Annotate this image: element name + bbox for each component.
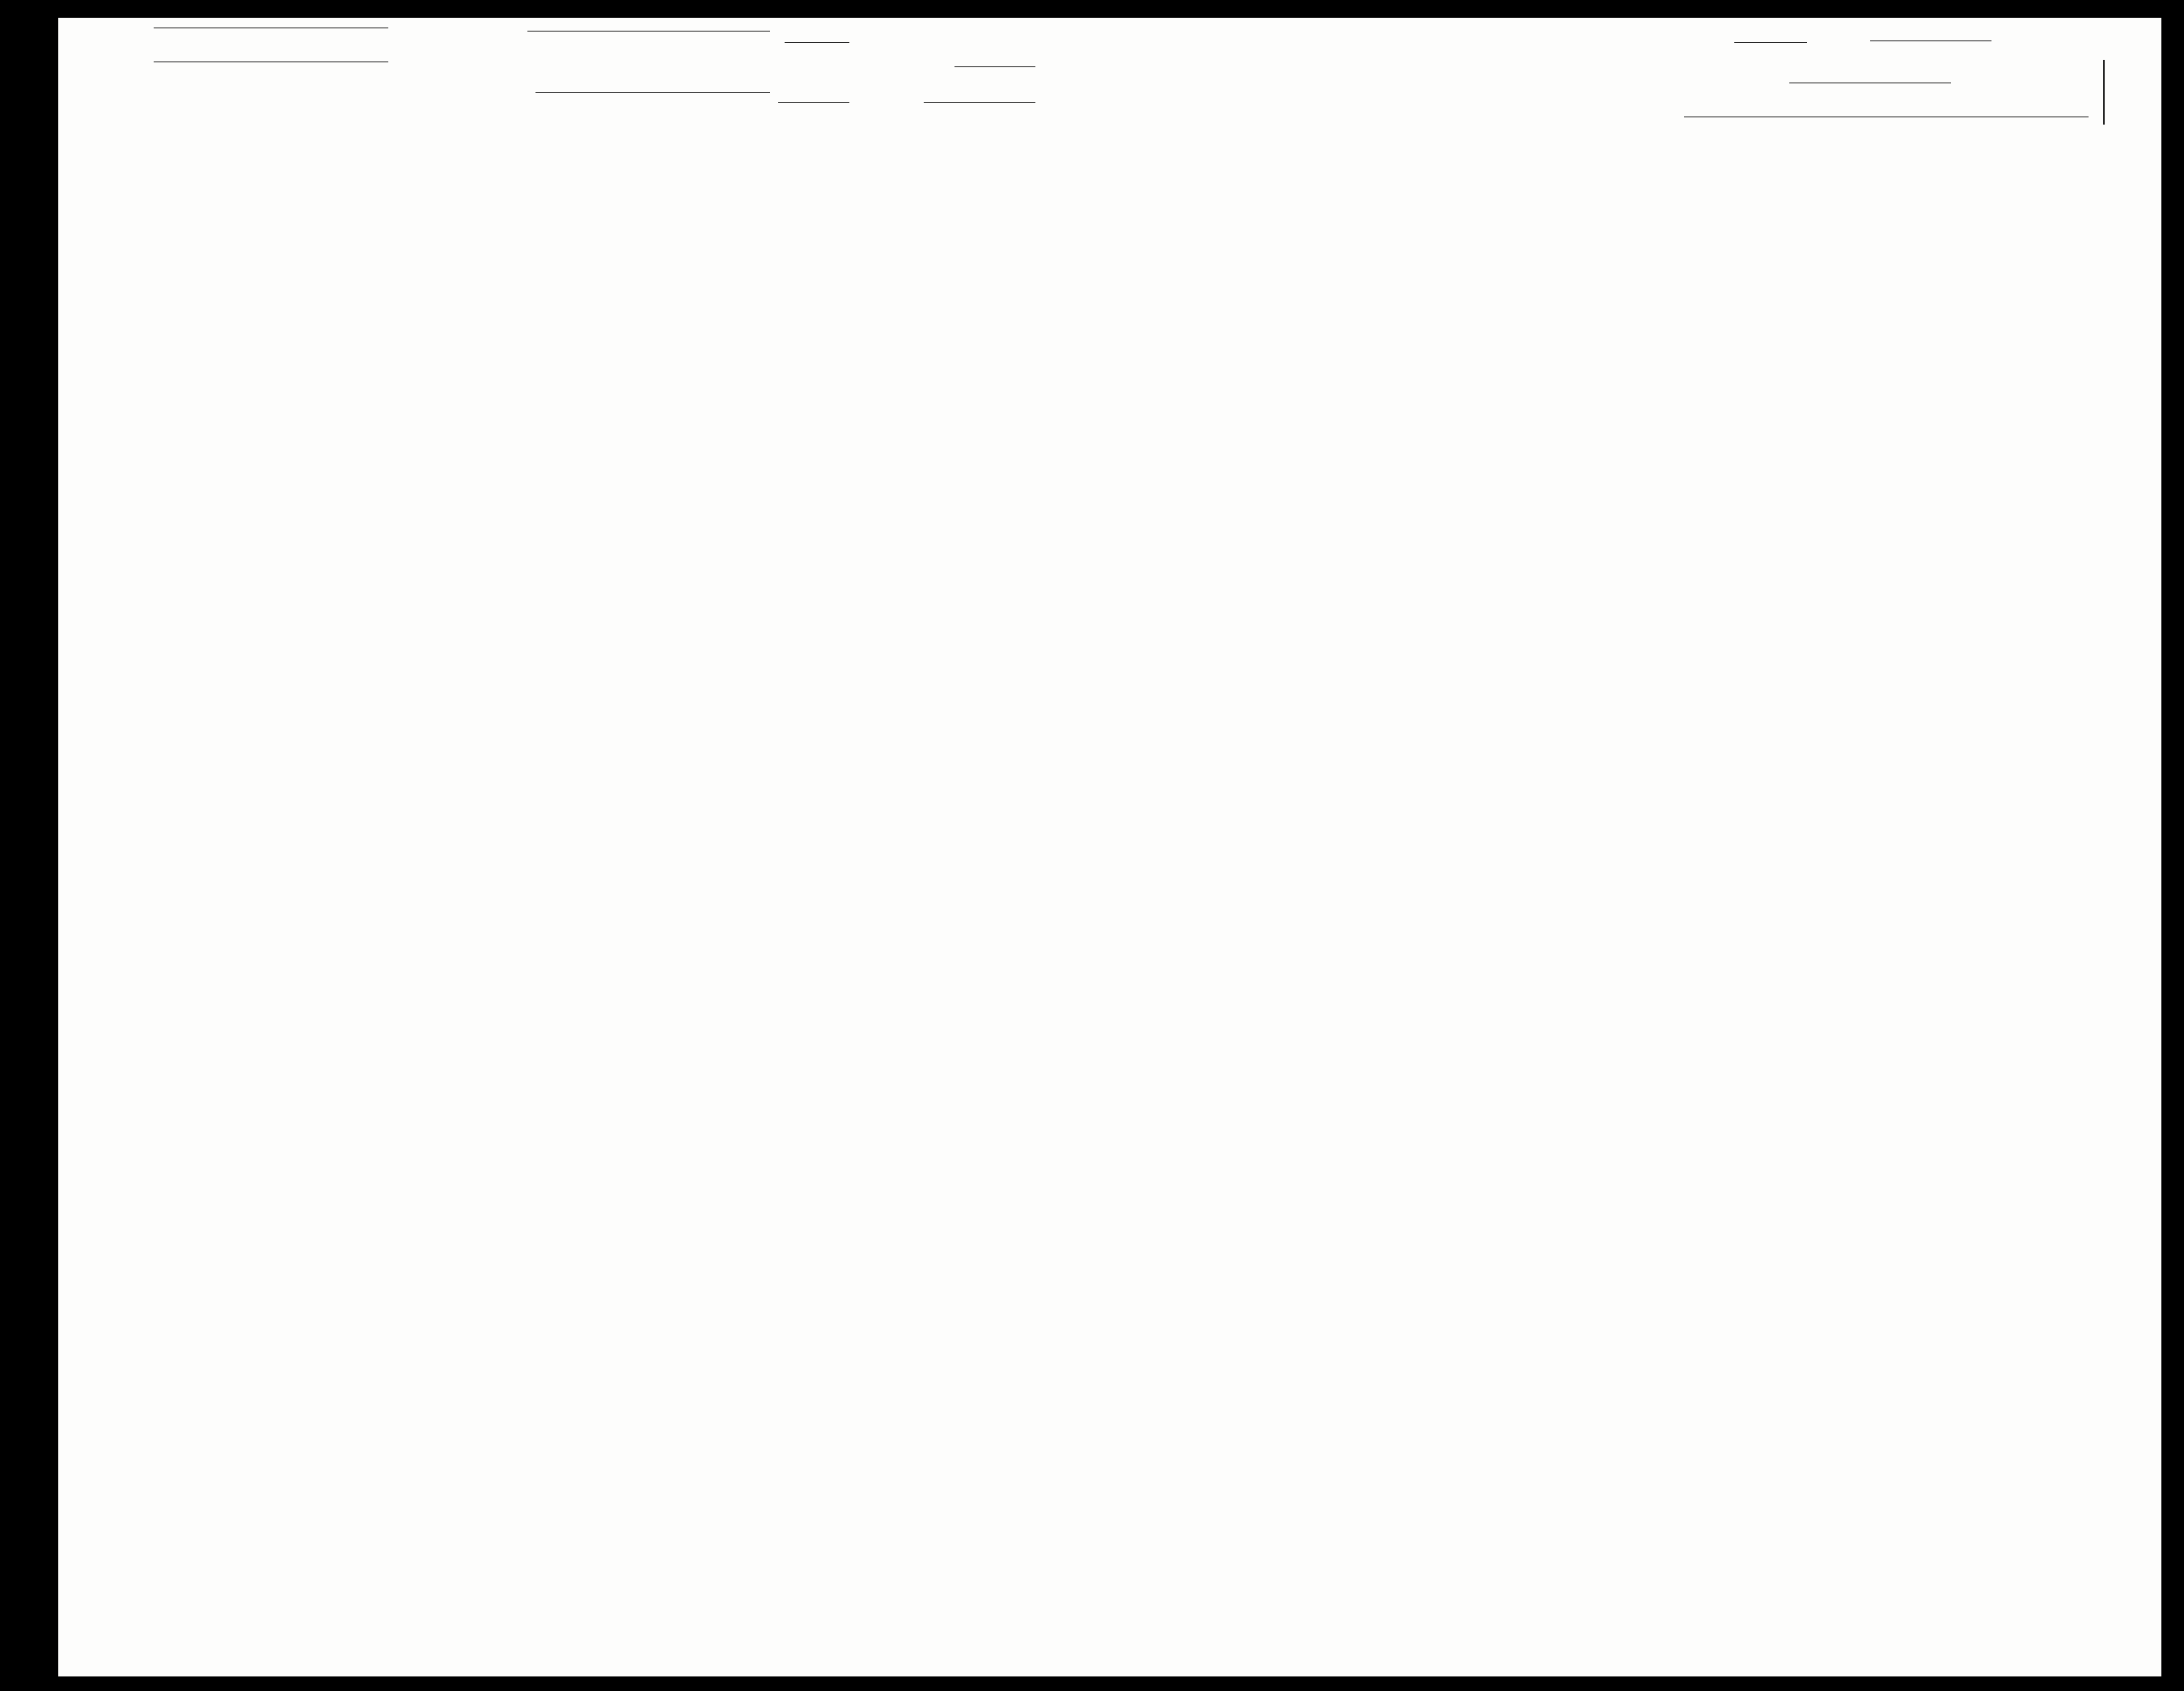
census-sheet (58, 18, 2161, 1676)
data-rows (58, 18, 2161, 1676)
